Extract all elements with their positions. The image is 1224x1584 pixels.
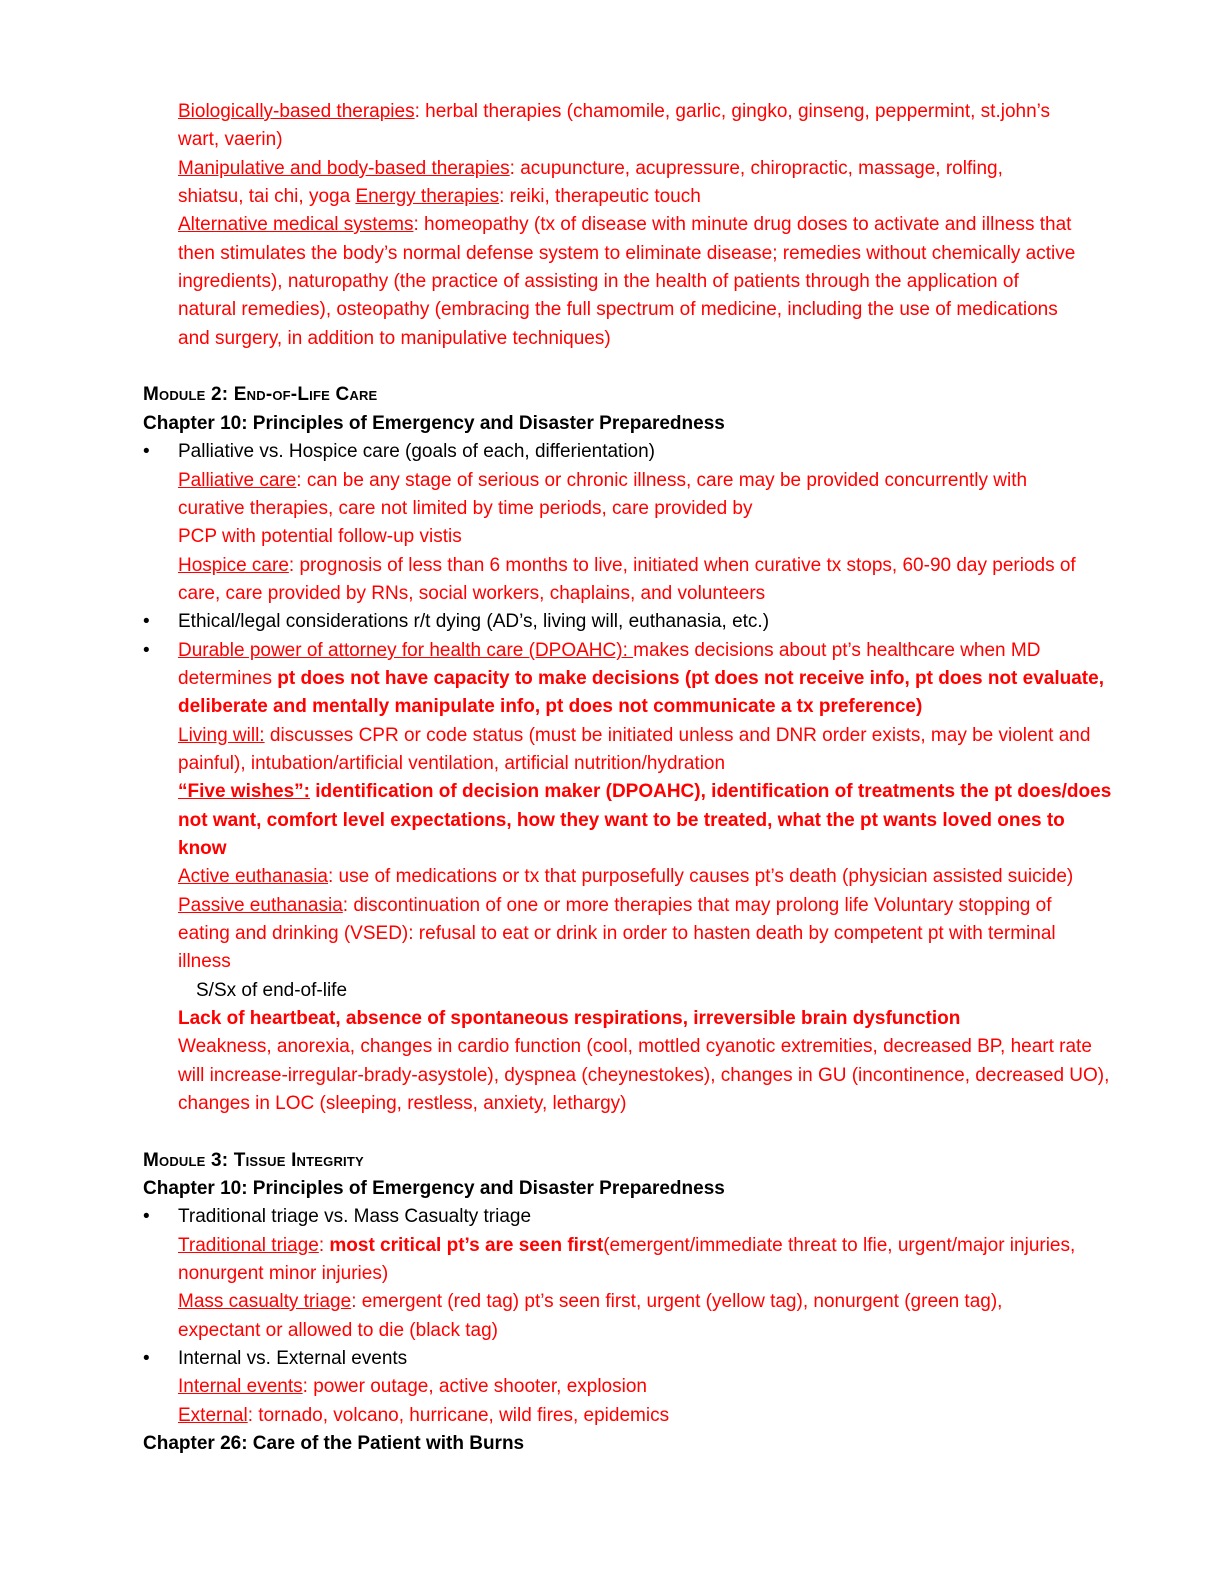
end-of-life-signs-line-3: changes in LOC (sleeping, restless, anxiety, lethargy) (178, 1093, 627, 1114)
living-will-term: Living will: (178, 725, 265, 746)
mass-casualty-line (178, 1288, 1002, 1316)
bullet-marker: • (143, 441, 150, 462)
mass-casualty-term: Mass casualty triage (178, 1291, 352, 1312)
traditional-triage-bold: most critical pt’s are seen first (329, 1235, 604, 1256)
end-of-life-signs-line: Weakness, anorexia, changes in cardio function (cool, mottled cyanotic extremities, decreased BP, heart rate (178, 1036, 1092, 1057)
traditional-triage-line (178, 1232, 1075, 1260)
traditional-triage-colon: : (318, 1235, 330, 1256)
active-euthanasia-text: : use of medications or tx that purposefully causes pt’s death (physician assisted suicide) (328, 866, 1074, 887)
living-will-line (178, 722, 1090, 750)
active-euthanasia-line (178, 863, 1073, 891)
end-of-life-signs-heading: S/Sx of end-of-life (196, 980, 348, 1001)
traditional-triage-text: (emergent/immediate threat to lfie, urgent/major injuries, (603, 1235, 1076, 1256)
active-euthanasia-term: Active euthanasia (178, 866, 328, 887)
passive-euthanasia-text: : discontinuation of one or more therapies that may prolong life Voluntary stopping of (342, 895, 1052, 916)
manipulative-therapies-text-2: shiatsu, tai chi, yoga (178, 186, 356, 207)
external-events-term: External (178, 1405, 248, 1426)
five-wishes-line-3: know (178, 838, 227, 859)
alternative-systems-line (178, 211, 1071, 239)
dpoahc-line-3: deliberate and mentally manipulate info, pt does not communicate a tx preference) (178, 696, 923, 717)
traditional-triage-line-2: nonurgent minor injuries) (178, 1263, 389, 1284)
energy-therapies-text: : reiki, therapeutic touch (499, 186, 701, 207)
bullet-marker: • (143, 611, 150, 632)
hospice-care-term: Hospice care (178, 555, 289, 576)
passive-euthanasia-line-2: eating and drinking (VSED): refusal to eat or drink in order to hasten death by competent pt with terminal (178, 923, 1056, 944)
passive-euthanasia-term: Passive euthanasia (178, 895, 343, 916)
alternative-systems-term: Alternative medical systems (178, 214, 414, 235)
bullet-marker: • (143, 1206, 150, 1227)
dpoahc-line-2 (178, 665, 1104, 693)
energy-therapies-term: Energy therapies (355, 186, 500, 207)
module-2-heading: Module 2: End-of-Life Care (143, 384, 378, 405)
bio-therapies-line-2: wart, vaerin) (178, 129, 283, 150)
five-wishes-line-2: not want, comfort level expectations, how they want to be treated, what the pt wants loved ones to (178, 810, 1065, 831)
alternative-systems-line-3: ingredients), naturopathy (the practice of assisting in the health of patients through the application of (178, 271, 1019, 292)
manipulative-therapies-line (178, 155, 1003, 183)
hospice-care-line-2: care, care provided by RNs, social workers, chaplains, and volunteers (178, 583, 766, 604)
manipulative-therapies-term: Manipulative and body-based therapies (178, 158, 510, 179)
living-will-text: discusses CPR or code status (must be initiated unless and DNR order exists, may be violent and (264, 725, 1091, 746)
five-wishes-term: “Five wishes”: (178, 781, 310, 802)
internal-events-line (178, 1373, 647, 1401)
bullet-marker: • (143, 1348, 150, 1369)
hospice-care-text: : prognosis of less than 6 months to live, initiated when curative tx stops, 60-90 day periods of (288, 555, 1076, 576)
ethical-legal-bullet: Ethical/legal considerations r/t dying (AD’s, living will, euthanasia, etc.) (178, 611, 770, 632)
alternative-systems-text: : homeopathy (tx of disease with minute drug doses to activate and illness that (413, 214, 1072, 235)
alternative-systems-line-4: natural remedies), osteopathy (embracing the full spectrum of medicine, including the use of medications (178, 299, 1058, 320)
triage-bullet: Traditional triage vs. Mass Casualty triage (178, 1206, 532, 1227)
internal-events-text: : power outage, active shooter, explosion (302, 1376, 647, 1397)
palliative-care-term: Palliative care (178, 470, 297, 491)
bullet-marker: • (143, 640, 150, 661)
internal-events-term: Internal events (178, 1376, 303, 1397)
end-of-life-signs-line-2: will increase-irregular-brady-asystole), dyspnea (cheynestokes), changes in GU (incontinence, decreased UO), (178, 1065, 1110, 1086)
dpoahc-term: Durable power of attorney for health care (DPOAHC): (178, 640, 634, 661)
manipulative-therapies-line-2 (178, 183, 701, 211)
traditional-triage-term: Traditional triage (178, 1235, 319, 1256)
passive-euthanasia-line-3: illness (178, 951, 231, 972)
external-events-text: : tornado, volcano, hurricane, wild fires, epidemics (247, 1405, 670, 1426)
palliative-care-line-2: curative therapies, care not limited by time periods, care provided by (178, 498, 753, 519)
module-3-chapter-heading: Chapter 10: Principles of Emergency and Disaster Preparedness (143, 1178, 725, 1199)
five-wishes-text: identification of decision maker (DPOAHC), identification of treatments the pt does/does (310, 781, 1112, 802)
module-2-chapter-heading: Chapter 10: Principles of Emergency and Disaster Preparedness (143, 413, 725, 434)
bio-therapies-line (178, 98, 1050, 126)
palliative-hospice-bullet: Palliative vs. Hospice care (goals of each, differientation) (178, 441, 656, 462)
palliative-care-line (178, 467, 1027, 495)
alternative-systems-line-5: and surgery, in addition to manipulative techniques) (178, 328, 611, 349)
dpoahc-line (178, 637, 1040, 665)
dpoahc-bold-text: pt does not have capacity to make decisions (pt does not receive info, pt does not evaluate, (277, 668, 1104, 689)
dpoahc-text: makes decisions about pt’s healthcare when MD (633, 640, 1041, 661)
bio-therapies-term: Biologically-based therapies (178, 101, 415, 122)
manipulative-therapies-text: : acupuncture, acupressure, chiropractic, massage, rolfing, (509, 158, 1003, 179)
five-wishes-line (178, 778, 1111, 806)
living-will-line-2: painful), intubation/artificial ventilation, artificial nutrition/hydration (178, 753, 726, 774)
external-events-line (178, 1402, 669, 1430)
module-3-heading: Module 3: Tissue Integrity (143, 1150, 364, 1171)
events-bullet: Internal vs. External events (178, 1348, 408, 1369)
death-criteria-line: Lack of heartbeat, absence of spontaneous respirations, irreversible brain dysfunction (178, 1008, 961, 1029)
alternative-systems-line-2: then stimulates the body’s normal defense system to eliminate disease; remedies without chemically active (178, 243, 1076, 264)
bio-therapies-text: : herbal therapies (chamomile, garlic, gingko, ginseng, peppermint, st.john’s (414, 101, 1051, 122)
palliative-care-text: : can be any stage of serious or chronic illness, care may be provided concurrently with (296, 470, 1028, 491)
hospice-care-line (178, 552, 1076, 580)
mass-casualty-text: : emergent (red tag) pt’s seen first, urgent (yellow tag), nonurgent (green tag), (351, 1291, 1003, 1312)
palliative-care-line-3: PCP with potential follow-up vistis (178, 526, 462, 547)
chapter-26-heading: Chapter 26: Care of the Patient with Burns (143, 1433, 525, 1454)
dpoahc-text-2: determines (178, 668, 278, 689)
passive-euthanasia-line (178, 892, 1052, 920)
mass-casualty-line-2: expectant or allowed to die (black tag) (178, 1320, 499, 1341)
